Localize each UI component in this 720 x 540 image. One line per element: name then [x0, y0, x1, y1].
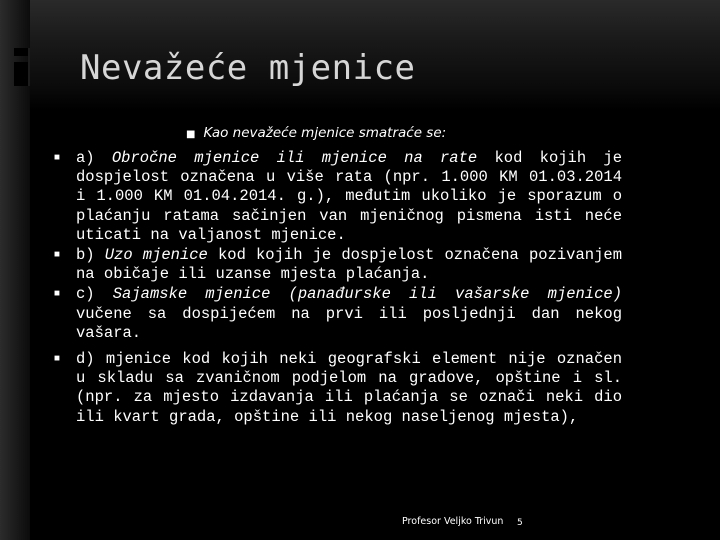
- item-lead: c): [76, 285, 113, 304]
- item-lead: a): [76, 149, 112, 167]
- list-item-b: [54, 246, 622, 284]
- list-item-a: [54, 149, 623, 245]
- intro-text: Kao nevažeće mjenice smatraće se:: [203, 125, 447, 141]
- item-emphasis: Obročne mjenice ili mjenice na rate: [111, 149, 478, 167]
- item-emphasis: Sajamske mjenice (panađurske ili vašarske mjenice): [112, 285, 623, 304]
- item-text: vučene sa dospijećem na prvi ili posljednji dan nekog vašara.: [76, 304, 622, 342]
- item-text: mjenice kod kojih neki geografski element nije označen u skladu sa zvaničnom podjelom na gradove, opštine i sl. (npr. za mjesto izdavanja ili plaćanja se označi neki dio ili kvart grada, opštine ili nekog naseljenog mjesta),: [76, 350, 622, 426]
- item-text: kod kojih je dospjelost označena u više rata (npr. 1.000 KM 01.03.2014 i 1.000 KM 01.04.2014. g.), međutim ukoliko je sporazum o plaćanju ratama sačinjen van mjeničnog pismena isti neće uticati na valjanost mjenice.: [76, 149, 623, 244]
- item-text: kod kojih je dospjelost označena pozivanjem na običaje ili uzanse mjesta plaćanja.: [76, 246, 622, 284]
- page-number: 5: [517, 518, 523, 528]
- square-bullet-icon: ■: [54, 289, 61, 301]
- list-item-d: [54, 350, 622, 427]
- item-emphasis: Uzo mjenice: [104, 246, 208, 265]
- definition-list: [54, 149, 623, 427]
- footer-author: Profesor Veljko Trivun: [402, 516, 504, 527]
- square-bullet-icon: ■: [54, 153, 61, 164]
- square-bullet-icon: ■: [186, 129, 196, 140]
- accent-line: [28, 48, 30, 86]
- item-lead: b): [76, 246, 105, 265]
- accent-bar-bottom: [14, 62, 28, 86]
- intro-line: [186, 125, 446, 141]
- item-lead: d): [76, 350, 106, 369]
- list-item-c: [54, 285, 623, 343]
- square-bullet-icon: ■: [54, 250, 61, 262]
- slide-title: Nevažeće mjenice: [80, 48, 416, 88]
- accent-bar-top: [14, 48, 28, 56]
- square-bullet-icon: ■: [54, 354, 61, 366]
